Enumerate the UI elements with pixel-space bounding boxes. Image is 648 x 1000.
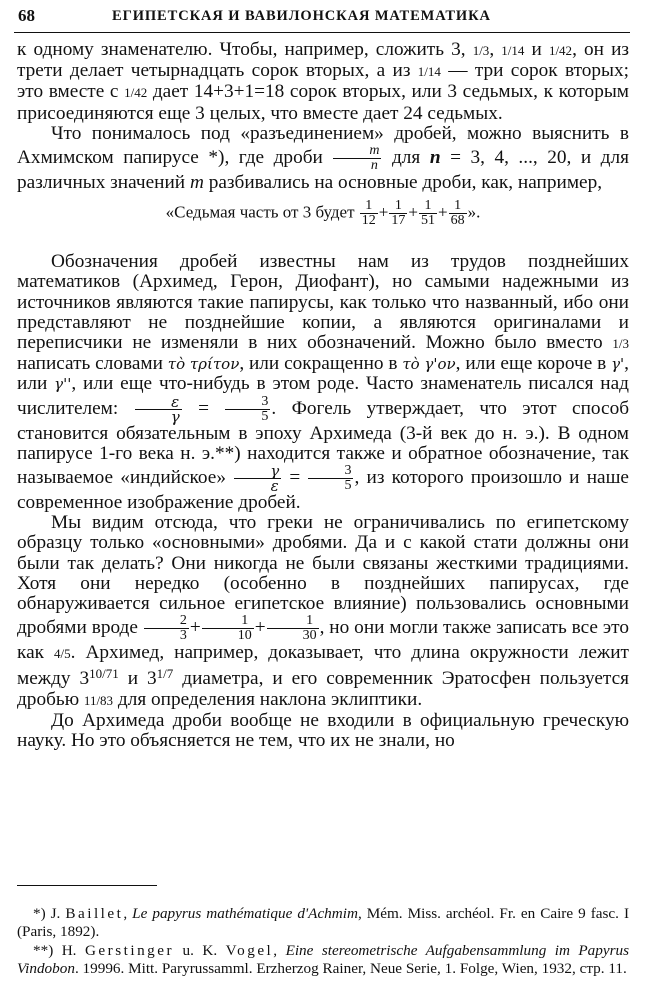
- centered-formula: «Седьмая часть от 3 будет $\frac{1}{12}$ + $\frac{1}{17}$ + $\frac{1}{51}$ + $\frac{1}{68}$ ».: [165, 198, 481, 229]
- main-text: [17, 40, 629, 751]
- footnote-rule: [17, 885, 157, 886]
- paragraph-1: к одному знаменателю. Чтобы, например, сложить 3, 1/3, 1/14 и 1/42, он из трети делает четырнадцать сорок вторых, а из 1/14 — три сорок вторых; это вместе с 1/42 дает 14+3+1=18 сорок вторых, или 3 седьмых, к которым присоединяются еще 3 целых, что вместе дает 24 седьмых.: [17, 39, 630, 124]
- footnote-2: **) H. Gerstinger u. K. Vogel, Eine stereometrische Aufgabensammlung im Papyrus Vindobon. 19996. Mitt. Paryrussamml. Erzherzog Rainer, Neue Serie, 1. Folge, Wien, 1932, стр. 11.: [17, 941, 630, 977]
- fraction-three-fifths: $\frac{3}{5}$: [225, 395, 270, 424]
- fraction-one-14-b: 1/14: [417, 64, 441, 80]
- paragraph-5: До Архимеда дроби вообще не входили в официальную греческую науку. Но это объясняется не тем, что их не знали, но: [17, 709, 629, 752]
- fraction-m-over-n: $\frac{m}{n}$: [333, 144, 381, 173]
- page-header: [12, 3, 636, 29]
- paragraph-3: Обозначения дробей известны нам из трудов позднейших математиков (Архимед, Герон, Диофант), но самыми надежными из источников являются такие папирусы, как только что названный, ибо они представляют не позднейшие копии, а являются оригиналами и переписчики не изменяли в них обозначений. Можно было вместо 1/3 написать словами τὸ τρίτον, или сокращенно в τὸ γ'ον, или еще короче в γ', или γ'', или еще что-нибудь в этом роде. Часто знаменатель писался над числителем: $\frac{\varepsilon}{\gamma}$ = $\frac{3}{5}$ . Фогель утверждает, что этот способ становится обязательным в эпоху Архимеда (3-й век до н. э.). В одном папирусе 1-го века н. э.**) находится также и обратное обозначение, так называемое «индийское» $\frac{\gamma}{\varepsilon}$ = $\frac{3}{5}$ , из которого произошло и наше современное изображение дробей.: [17, 251, 630, 514]
- fraction-one-42-b: 1/42: [124, 85, 148, 101]
- page-number: 68: [18, 6, 35, 25]
- greek-fraction-eps-gamma: $\frac{\varepsilon}{\gamma}$: [135, 395, 182, 424]
- paragraph-4: Мы видим отсюда, что греки не ограничивались по египетскому образцу только «основными» дробями. Да и с какой стати должны они были так делать? Они никогда не были связаны жесткими традициями. Хотя они нередко (особенно в позднейших папирусах, где обнаруживается сильное египетское влияние) пользовались основными дробями вроде $\frac{2}{3}$ + $\frac{1}{10}$ + $\frac{1}{30}$ , но они могли также записать все это как 4/5. Архимед, например, доказывает, что длина окружности лежит между $3^{10/71}$ и $3^{1/7}$ диаметра, и его современник Эратосфен пользуется дробью 11/83 для определения наклона эклиптики.: [17, 512, 629, 710]
- fraction-three-fifths-b: $\frac{3}{5}$: [308, 464, 353, 493]
- fraction-one-42: 1/42: [548, 43, 573, 58]
- fraction-one-third: 1/3: [472, 43, 490, 58]
- footnote-1: *) J. Baillet, Le papyrus mathématique d'Achmim, Mém. Miss. archéol. Fr. en Caire 9 fasc. I (Paris, 1892).: [17, 905, 629, 941]
- fraction-one-14: 1/14: [501, 43, 525, 58]
- greek-fraction-gamma-eps: $\frac{\gamma}{\varepsilon}$: [234, 464, 281, 493]
- running-title: ЕГИПЕТСКАЯ И ВАВИЛОНСКАЯ МАТЕМАТИКА: [112, 8, 491, 24]
- paragraph-2: Что понималось под «разъединением» дробей, можно выяснить в Ахмимском папирусе *), где дроби $\frac{m}{n}$ для n = 3, 4, ..., 20, и для различных значений m разбивались на основные дроби, как, например,: [17, 122, 629, 194]
- footnotes: [17, 905, 629, 978]
- header-rule: [14, 32, 630, 33]
